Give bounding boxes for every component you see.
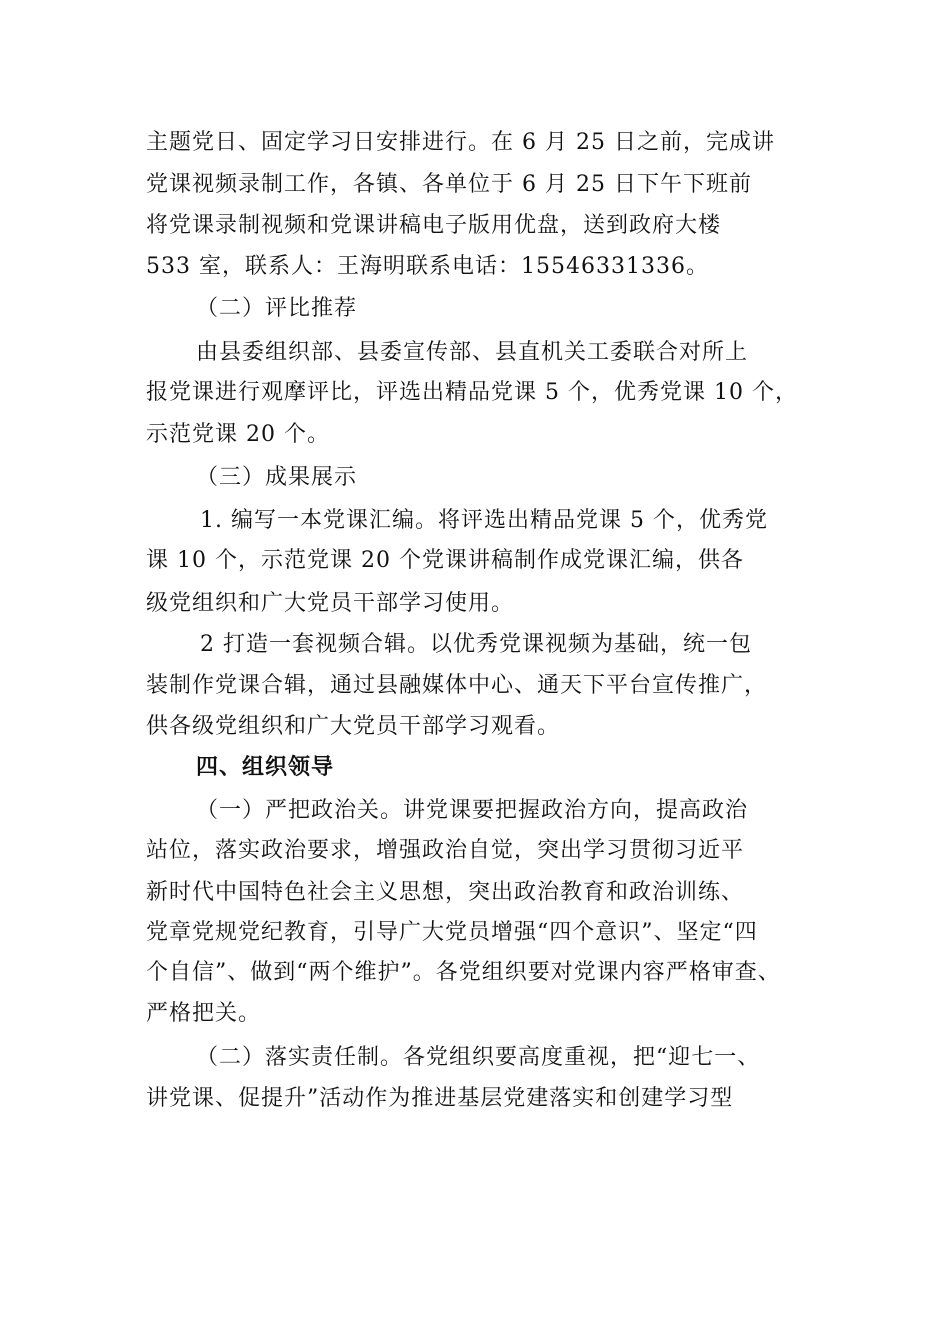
body-line: 2 打造一套视频合辑。以优秀党课视频为基础，统一包 [200, 632, 752, 657]
body-line: 课 10 个，示范党课 20 个党课讲稿制作成党课汇编，供各 [146, 548, 744, 573]
body-line: 1. 编写一本党课汇编。将评选出精品党课 5 个，优秀党 [200, 508, 768, 533]
body-line: 示范党课 20 个。 [146, 422, 330, 447]
body-line: 个自信”、做到“两个维护”。各党组织要对党课内容严格审查、 [146, 960, 781, 985]
body-line: 供各级党组织和广大党员干部学习观看。 [146, 714, 561, 739]
body-line: 站位，落实政治要求，增强政治自觉，突出学习贯彻习近平 [146, 838, 745, 863]
body-line: 报党课进行观摩评比，评选出精品党课 5 个，优秀党课 10 个， [146, 380, 798, 405]
body-line: 严格把关。 [146, 1001, 262, 1026]
body-line: 级党组织和广大党员干部学习使用。 [146, 591, 515, 616]
subsection-heading: （二）评比推荐 [196, 296, 358, 321]
body-line: 党课视频录制工作，各镇、各单位于 6 月 25 日下午下班前 [146, 172, 752, 197]
body-line: 讲党课、促提升”活动作为推进基层党建落实和创建学习型 [146, 1086, 734, 1111]
body-line: 装制作党课合辑，通过县融媒体中心、通天下平台宣传推广， [146, 673, 768, 698]
body-line: （一）严把政治关。讲党课要把握政治方向，提高政治 [196, 798, 749, 823]
body-line: （二）落实责任制。各党组织要高度重视，把“迎七一、 [196, 1045, 761, 1070]
body-line: 533 室，联系人：王海明联系电话：15546331336。 [146, 254, 709, 279]
body-line: 将党课录制视频和党课讲稿电子版用优盘，送到政府大楼 [146, 213, 722, 238]
section-heading: 四、组织领导 [196, 755, 335, 780]
body-line: 主题党日、固定学习日安排进行。在 6 月 25 日之前，完成讲 [146, 130, 775, 155]
body-line: 党章党规党纪教育，引导广大党员增强“四个意识”、坚定“四 [146, 920, 758, 945]
body-line: 新时代中国特色社会主义思想，突出政治教育和政治训练、 [146, 880, 745, 905]
subsection-heading: （三）成果展示 [196, 465, 358, 490]
body-line: 由县委组织部、县委宣传部、县直机关工委联合对所上 [196, 340, 749, 365]
